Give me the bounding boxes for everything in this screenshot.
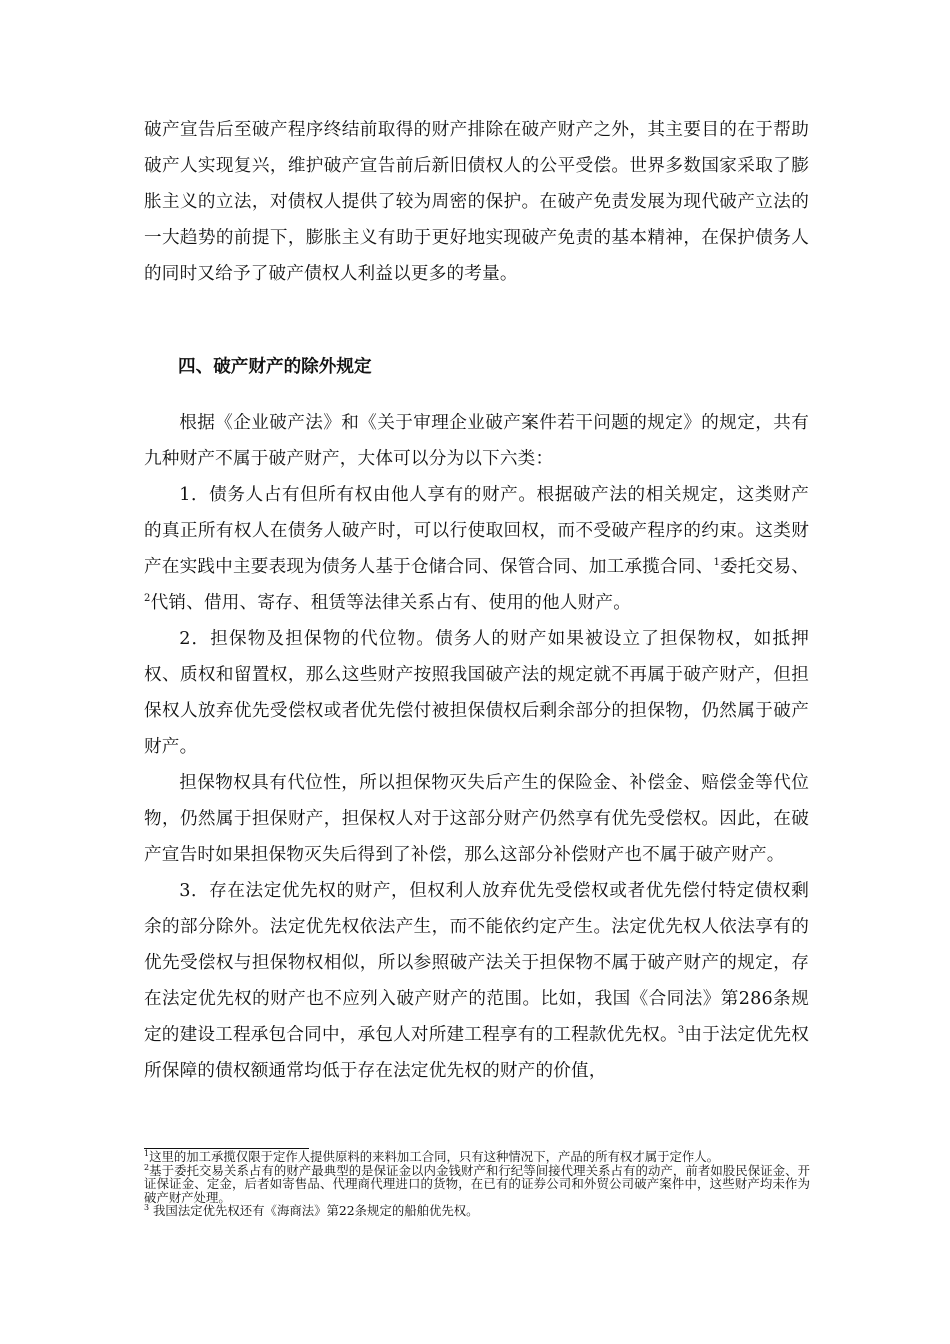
body-paragraph-1 (144, 112, 809, 292)
footnote-number: 3 (144, 1203, 150, 1213)
footnote-marker: 2 (144, 593, 151, 605)
body-content (144, 405, 809, 1089)
paragraph-text: 由于法定优先权所保障的债权额通常均低于存在法定优先权的财产的价值， (144, 1025, 809, 1081)
item-1-paragraph (144, 477, 809, 621)
footnote-number: 2 (144, 1162, 150, 1172)
item-3-paragraph (144, 873, 809, 1089)
section-heading: 四、破产财产的除外规定 (178, 357, 372, 377)
footnote-marker: 3 (677, 1025, 685, 1037)
footnote-text: 我国法定优先权还有《海商法》第22条规定的船舶优先权。 (149, 1203, 479, 1219)
footnotes (144, 1150, 810, 1218)
footnote-3 (144, 1204, 810, 1218)
footnote-marker: 1 (713, 557, 721, 569)
paragraph-text: 代销、借用、寄存、租赁等法律关系占有、使用的他人财产。 (150, 593, 631, 613)
footnote-2 (144, 1164, 810, 1205)
item-2-paragraph: 2．担保物及担保物的代位物。债务人的财产如果被设立了担保物权，如抵押权、质权和留置权，那么这些财产按照我国破产法的规定就不再属于破产财产，但担保权人放弃优先受偿权或者优先偿付被担保债权后剩余部分的担保物，仍然属于破产财产。 (144, 629, 809, 757)
intro-paragraph: 根据《企业破产法》和《关于审理企业破产案件若干问题的规定》的规定，共有九种财产不属于破产财产，大体可以分为以下六类： (144, 413, 809, 469)
paragraph-text: 破产宣告后至破产程序终结前取得的财产排除在破产财产之外，其主要目的在于帮助破产人实现复兴，维护破产宣告前后新旧债权人的公平受偿。世界多数国家采取了膨胀主义的立法，对债权人提供了较为周密的保护。在破产免责发展为现代破产立法的一大趋势的前提下，膨胀主义有助于更好地实现破产免责的基本精神，在保护债务人的同时又给予了破产债权人利益以更多的考量。 (144, 120, 809, 284)
paragraph-text: 委托交易、 (720, 557, 809, 577)
footnote-text: 这里的加工承揽仅限于定作人提供原料的来料加工合同，只有这种情况下，产品的所有权才属于定作人。 (149, 1149, 720, 1164)
footnote-1 (144, 1150, 810, 1164)
footnote-text: 基于委托交易关系占有的财产最典型的是保证金以内金钱财产和行纪等间接代理关系占有的动产，前者如股民保证金、开证保证金、定金，后者如寄售品、代理商代理进口的货物，在已有的证券公司和外贸公司破产案件中，这些财产均未作为破产财产处理。 (144, 1162, 810, 1205)
paragraph-text: 1．债务人占有但所有权由他人享有的财产。根据破产法的相关规定，这类财产的真正所有权人在债务人破产时，可以行使取回权，而不受破产程序的约束。这类财产在实践中主要表现为债务人基于仓储合同、保管合同、加工承揽合同、 (144, 485, 809, 577)
footnote-number: 1 (144, 1148, 150, 1158)
subrogation-paragraph: 担保物权具有代位性，所以担保物灭失后产生的保险金、补偿金、赔偿金等代位物，仍然属于担保财产，担保权人对于这部分财产仍然享有优先受偿权。因此，在破产宣告时如果担保物灭失后得到了补偿，那么这部分补偿财产也不属于破产财产。 (144, 773, 809, 865)
paragraph-text: 3．存在法定优先权的财产，但权利人放弃优先受偿权或者优先偿付特定债权剩余的部分除外。法定优先权依法产生，而不能依约定产生。法定优先权人依法享有的优先受偿权与担保物权相似，所以参照破产法关于担保物不属于破产财产的规定，存在法定优先权的财产也不应列入破产财产的范围。比如，我国《合同法》第286条规定的建设工程承包合同中，承包人对所建工程享有的工程款优先权。 (144, 881, 809, 1045)
